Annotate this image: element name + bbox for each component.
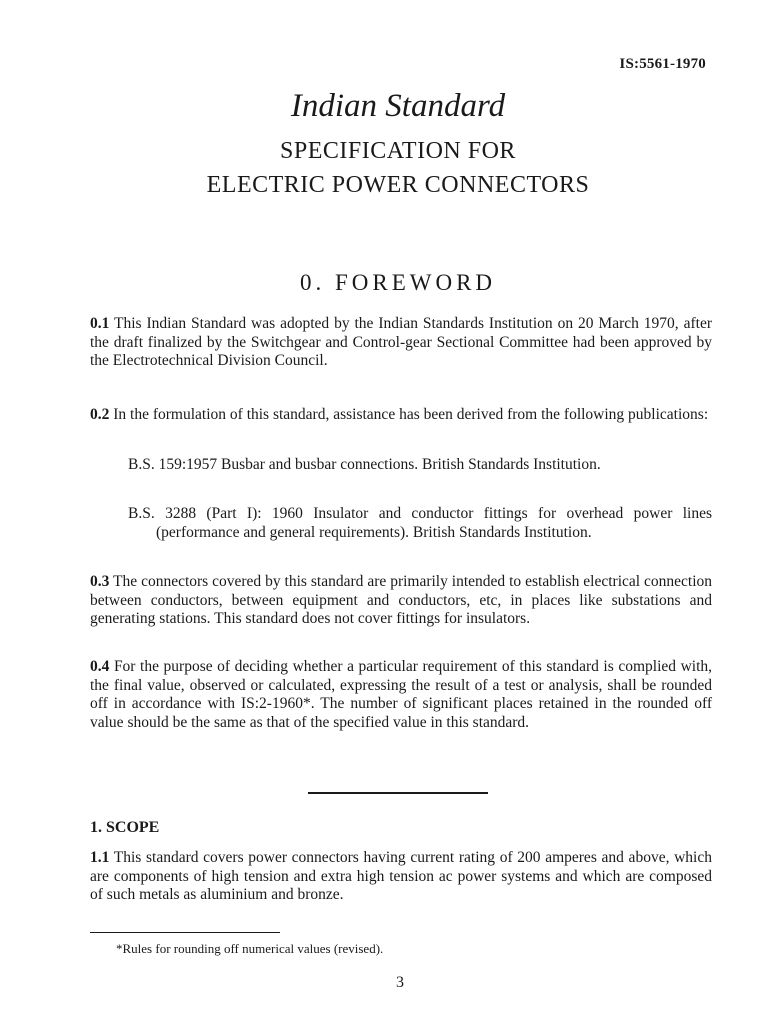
paragraph-text: This Indian Standard was adopted by the Indian Standards Institution on 20 March 1970, after the draft finalized by the Switchgear and Control-gear Sectional Committee had been approved by the Electrotechnical Division Council. bbox=[90, 315, 712, 369]
title-electric-power-connectors: ELECTRIC POWER CONNECTORS bbox=[206, 172, 590, 198]
paragraph-1-1 bbox=[90, 849, 712, 905]
reference-bs-3288: B.S. 3288 (Part I): 1960 Insulator and conductor fittings for overhead power lines (performance and general requirements). British Standards Institution. bbox=[128, 505, 712, 541]
clause-number: 0.2 bbox=[90, 406, 110, 423]
clause-number: 0.1 bbox=[90, 315, 110, 332]
paragraph-text: In the formulation of this standard, assistance has been derived from the following publications: bbox=[109, 406, 709, 423]
section-divider bbox=[308, 792, 488, 794]
reference-bs-159: B.S. 159:1957 Busbar and busbar connections. British Standards Institution. bbox=[128, 456, 601, 473]
title-specification-for: SPECIFICATION FOR bbox=[280, 138, 516, 164]
clause-number: 0.3 bbox=[90, 573, 110, 590]
title-indian-standard: Indian Standard bbox=[290, 88, 506, 124]
footnote-divider bbox=[90, 932, 280, 933]
paragraph-0-2 bbox=[90, 406, 712, 425]
paragraph-0-1 bbox=[90, 315, 712, 371]
scope-heading: 1. SCOPE bbox=[90, 819, 160, 836]
clause-number: 1.1 bbox=[90, 849, 110, 866]
footnote: *Rules for rounding off numerical values (revised). bbox=[116, 941, 384, 956]
paragraph-0-4 bbox=[90, 658, 712, 732]
clause-number: 0.4 bbox=[90, 658, 110, 675]
paragraph-text: For the purpose of deciding whether a particular requirement of this standard is complied with, the final value, observed or calculated, expressing the result of a test or analysis, shall be rounded off in accordance with IS:2-1960*. The number of significant places retained in the rounded off value should be the same as that of the specified value in this standard. bbox=[90, 658, 712, 731]
page-number: 3 bbox=[396, 974, 404, 991]
standard-number: IS:5561-1970 bbox=[619, 56, 706, 72]
paragraph-0-3 bbox=[90, 573, 712, 629]
paragraph-text: The connectors covered by this standard are primarily intended to establish electrical connection between conductors, between equipment and conductors, etc, in places like substations and generating stations. This standard does not cover fittings for insulators. bbox=[90, 573, 712, 627]
foreword-heading: 0. FOREWORD bbox=[299, 270, 497, 295]
paragraph-text: This standard covers power connectors having current rating of 200 amperes and above, which are components of high tension and extra high tension ac power systems and which are composed of such metals as aluminium and bronze. bbox=[90, 849, 712, 903]
